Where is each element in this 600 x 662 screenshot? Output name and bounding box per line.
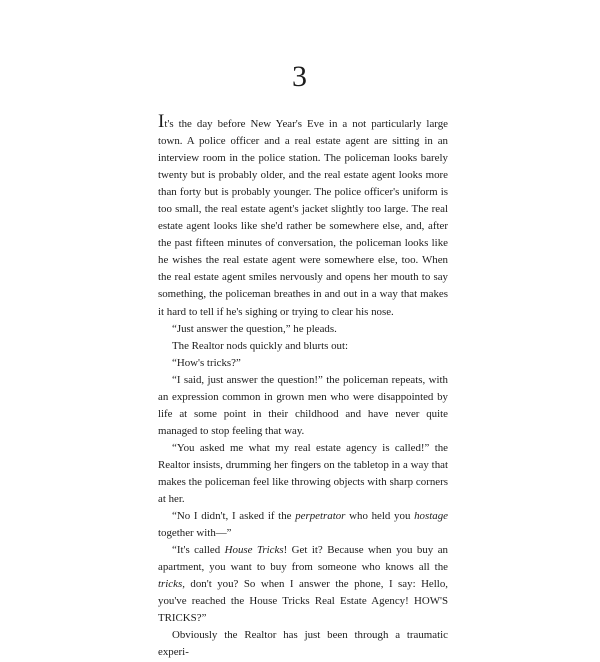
paragraph-4: “How's tricks?” (172, 356, 241, 369)
paragraph-7-italic-hostage: hostage (414, 510, 448, 523)
paragraph-8-part-e: , don't you? So when I answer the phone, I say: Hello, you've reached the House Tricks Real Estate Agency! HOW'S TRICKS?” (158, 578, 448, 625)
paragraph-8-italic-tricks: tricks (158, 578, 183, 591)
paragraph-2: “Just answer the question,” he pleads. (172, 322, 337, 335)
paragraph-1 (158, 111, 448, 321)
paragraph-8-part-c: ! Get it? Because when you buy an apartment, you want to buy from someone who knows all the (158, 544, 448, 574)
paragraph-7-part-c: who held you (345, 510, 415, 523)
chapter-body (158, 111, 448, 662)
paragraph-9: Obviously the Realtor has just been through a traumatic experi- (158, 629, 448, 659)
paragraph-8-part-a: “It's called (172, 544, 225, 557)
paragraph-8-italic-house-tricks: House Tricks (224, 544, 284, 557)
paragraph-7-part-e: together with—” (158, 527, 232, 540)
paragraph-7 (158, 508, 448, 542)
drop-cap: I (158, 111, 164, 132)
paragraph-8 (158, 542, 448, 627)
paragraph-7-part-a: “No I didn't, I asked if the (172, 510, 296, 523)
chapter-number: 3 (292, 60, 308, 93)
paragraph-3: The Realtor nods quickly and blurts out: (172, 339, 349, 352)
paragraph-7-italic-perpetrator: perpetrator (295, 510, 346, 523)
paragraph-5: “I said, just answer the question!” the policeman repeats, with an expression common in grown men who were disappointed by life at some point in their childhood and have never quite managed to stop feeling that way. (158, 373, 448, 437)
paragraph-1-text: t's the day before New Year's Eve in a not particularly large town. A police officer and a real estate agent are sitting in an interview room in the police station. The policeman looks barely twenty but is probably older, and the real estate agent looks more than forty but is probably younger. The police officer's uniform is too small, the real estate agent's jacket slightly too large. The real estate agent looks like she'd rather be somewhere else, and, after the past fifteen minutes of conversation, the policeman looks like he wishes the real estate agent were somewhere else, too. When the real estate agent smiles nervously and opens her mouth to say something, the policeman breathes in and out in a way that makes it hard to tell if he's sighing or trying to clear his nose. (158, 118, 448, 318)
paragraph-6: “You asked me what my real estate agency is called!” the Realtor insists, drumming her fingers on the tabletop in a way that makes the policeman feel like throwing objects with sharp corners at her. (158, 441, 448, 506)
